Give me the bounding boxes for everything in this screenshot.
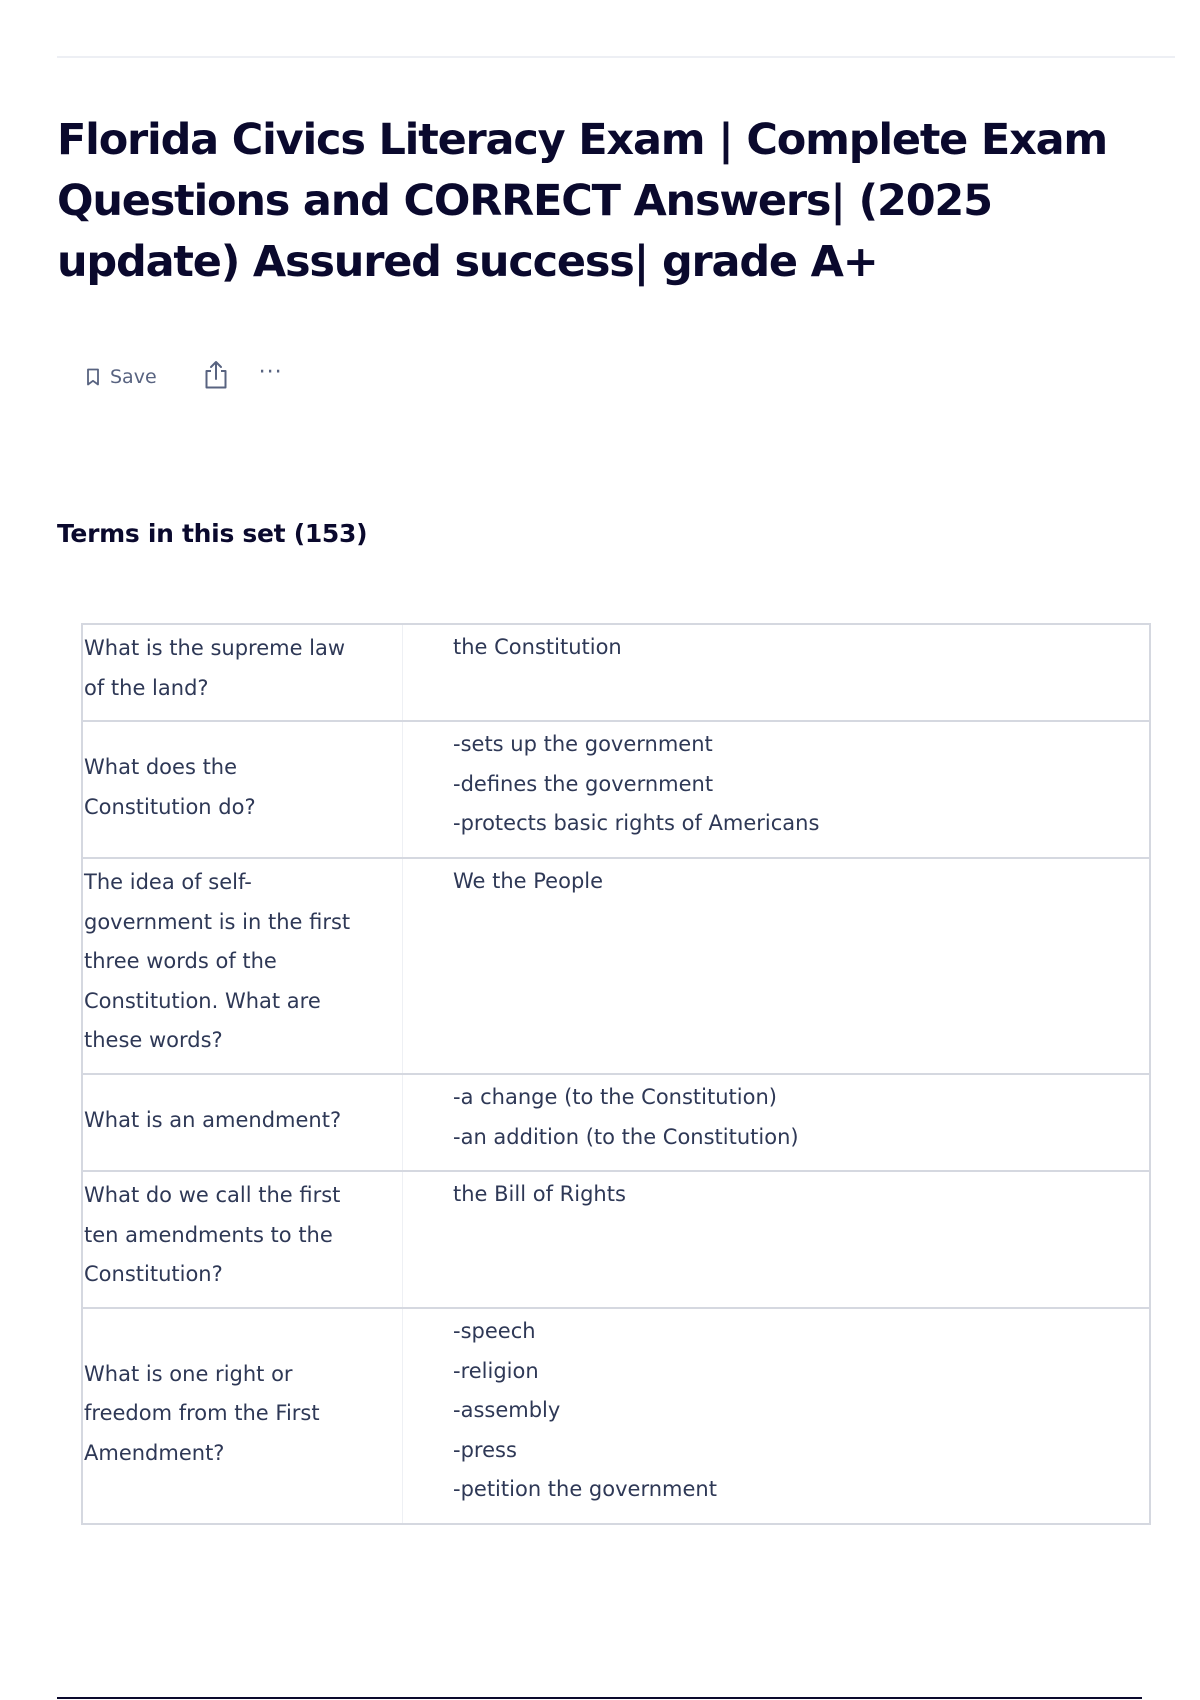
definition-cell <box>403 1075 1149 1170</box>
save-button[interactable] <box>86 366 157 388</box>
share-button[interactable] <box>203 360 229 394</box>
term-row <box>83 859 1149 1075</box>
definition-line: We the People <box>453 869 604 893</box>
definition-line: -a change (to the Constitution) <box>453 1085 777 1109</box>
term-cell <box>83 625 403 720</box>
save-label: Save <box>110 366 157 388</box>
definition-line: -speech <box>453 1319 536 1343</box>
definition-line: -press <box>453 1437 517 1462</box>
bookmark-icon <box>86 368 100 386</box>
term-cell <box>83 1075 403 1170</box>
term-row <box>83 1172 1149 1309</box>
page-title: Florida Civics Literacy Exam | Complete Exam Questions and CORRECT Answers| (2025 update) Assured success| grade A+ <box>57 115 1108 287</box>
share-icon <box>203 360 229 394</box>
set-toolbar <box>86 360 283 394</box>
definition-line: -petition the government <box>453 1477 717 1501</box>
definition-line: -an addition (to the Constitution) <box>453 1124 799 1149</box>
terms-heading: Terms in this set (153) <box>57 519 368 548</box>
top-divider <box>57 56 1175 58</box>
definition-cell <box>403 1309 1149 1523</box>
definition-line: the Constitution <box>453 635 622 659</box>
term-text: What is the supreme law of the land? <box>84 636 346 700</box>
term-row <box>83 1075 1149 1172</box>
term-row <box>83 1309 1149 1525</box>
definition-line: -sets up the government <box>453 732 713 756</box>
term-row <box>83 722 1149 859</box>
more-options-button[interactable]: ··· <box>258 360 283 385</box>
term-text: The idea of self-government is in the first three words of the Constitution. What are these words? <box>84 870 351 1052</box>
bottom-divider <box>57 1697 1142 1699</box>
term-cell <box>83 859 403 1073</box>
term-text: What is an amendment? <box>84 1107 342 1132</box>
definition-cell <box>403 1172 1149 1307</box>
definition-line: the Bill of Rights <box>453 1182 626 1206</box>
definition-cell <box>403 722 1149 857</box>
definition-line: -protects basic rights of Americans <box>453 811 820 835</box>
terms-table <box>81 623 1151 1525</box>
definition-cell <box>403 625 1149 720</box>
term-text: What do we call the first ten amendments to the Constitution? <box>84 1183 341 1286</box>
definition-line: -religion <box>453 1358 539 1383</box>
definition-cell <box>403 859 1149 1073</box>
definition-line: -assembly <box>453 1398 561 1422</box>
term-cell <box>83 722 403 857</box>
term-text: What is one right or freedom from the First Amendment? <box>84 1361 320 1465</box>
term-row <box>83 625 1149 722</box>
definition-line: -defines the government <box>453 771 714 796</box>
term-cell <box>83 1172 403 1307</box>
term-cell <box>83 1309 403 1523</box>
term-text: What does the Constitution do? <box>84 755 256 819</box>
